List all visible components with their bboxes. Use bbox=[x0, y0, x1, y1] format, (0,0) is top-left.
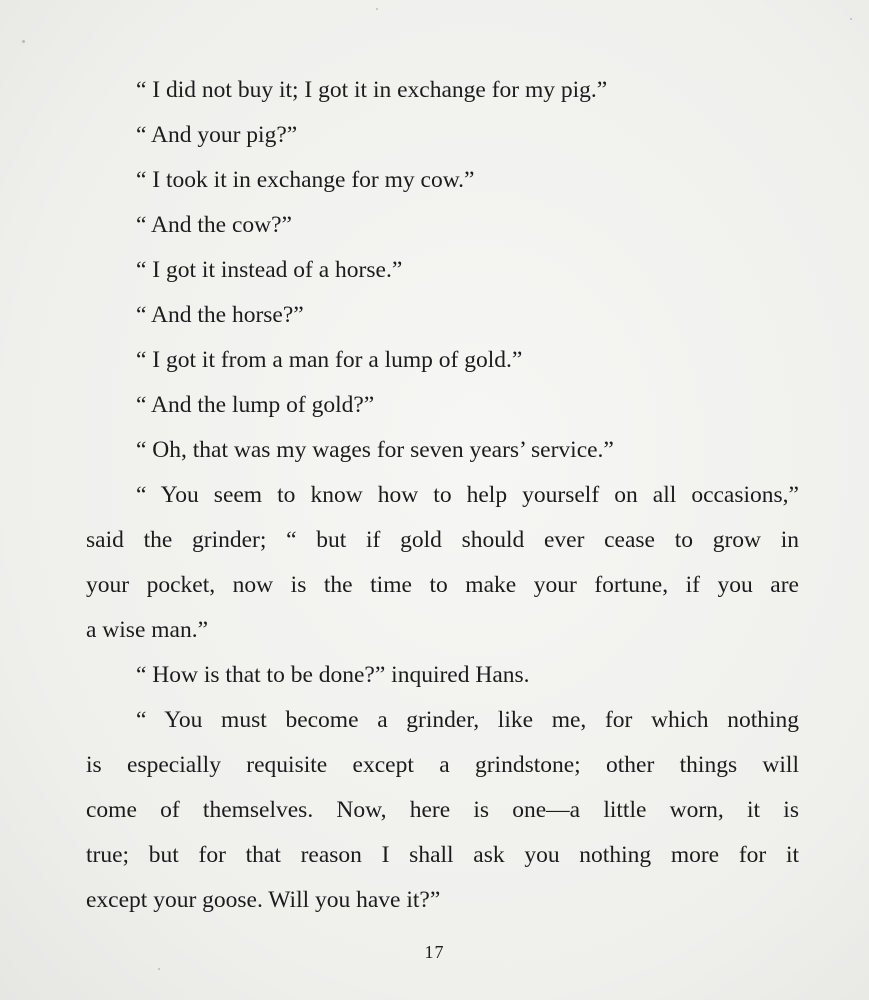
text-line: your pocket, now is the time to make your fortune, if you are bbox=[86, 572, 799, 598]
text-line: “ And the horse?” bbox=[136, 302, 304, 328]
page-body-text bbox=[86, 68, 799, 923]
text-line: “ Oh, that was my wages for seven years’ service.” bbox=[136, 437, 614, 463]
text-line: is especially requisite except a grindstone; other things will bbox=[86, 752, 799, 778]
text-line: “ You must become a grinder, like me, for which nothing bbox=[136, 707, 799, 733]
text-line: a wise man.” bbox=[86, 617, 209, 643]
paper-speck bbox=[22, 40, 25, 43]
text-line: “ How is that to be done?” inquired Hans. bbox=[136, 662, 530, 688]
text-line: “ I got it instead of a horse.” bbox=[136, 257, 403, 283]
paper-speck bbox=[158, 968, 160, 970]
text-line: “ And your pig?” bbox=[136, 122, 298, 148]
text-line: “ And the lump of gold?” bbox=[136, 392, 375, 418]
text-line: “ I did not buy it; I got it in exchange for my pig.” bbox=[136, 77, 608, 103]
text-line: “ I got it from a man for a lump of gold.” bbox=[136, 347, 523, 373]
text-line: “ I took it in exchange for my cow.” bbox=[136, 167, 475, 193]
page-number: 17 bbox=[424, 942, 445, 962]
text-line: true; but for that reason I shall ask you nothing more for it bbox=[86, 842, 799, 868]
text-line: “ You seem to know how to help yourself on all occasions,” bbox=[136, 482, 799, 508]
text-line: “ And the cow?” bbox=[136, 212, 292, 238]
text-line: come of themselves. Now, here is one—a little worn, it is bbox=[86, 797, 799, 823]
paper-speck bbox=[376, 8, 378, 10]
text-line: except your goose. Will you have it?” bbox=[86, 887, 441, 913]
paper-speck bbox=[850, 18, 852, 20]
text-line: said the grinder; “ but if gold should ever cease to grow in bbox=[86, 527, 799, 553]
